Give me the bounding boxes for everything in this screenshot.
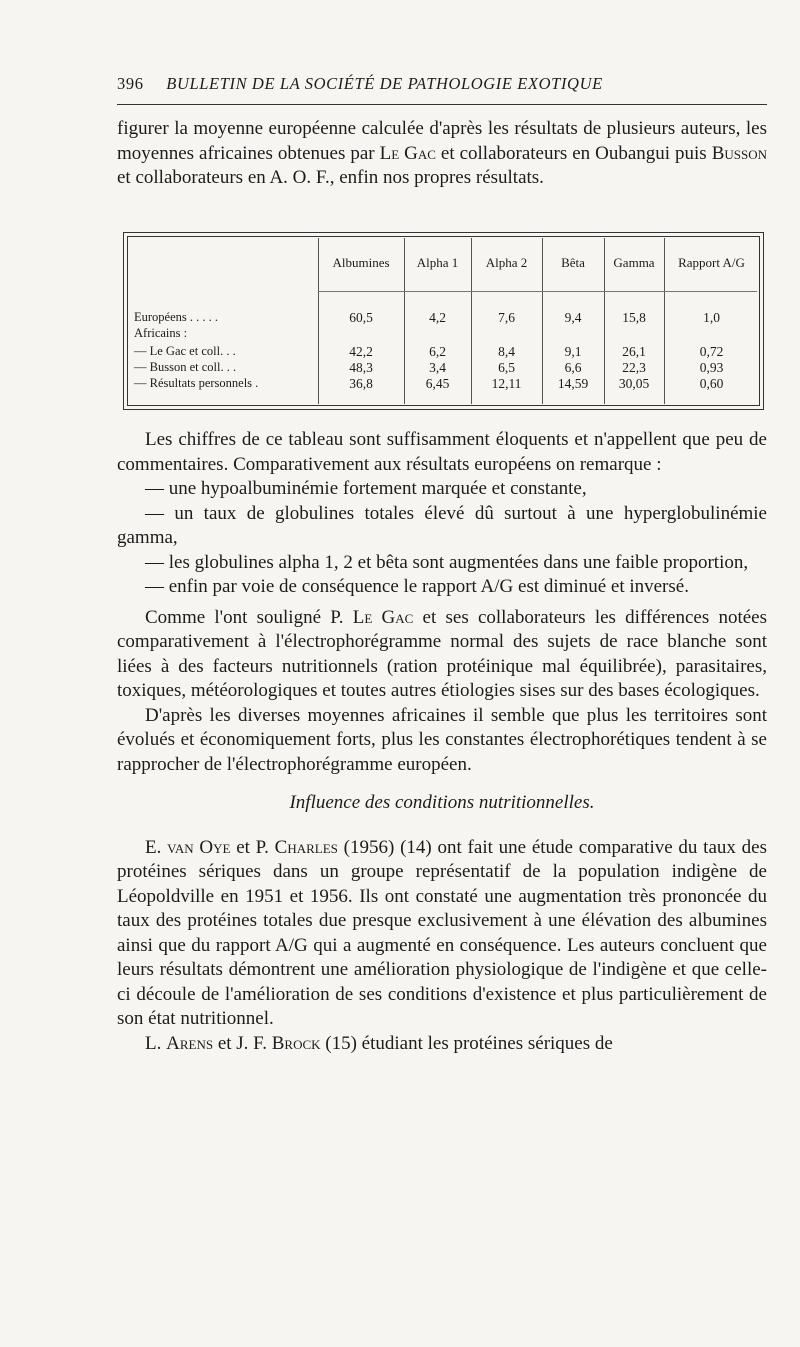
row-label-busson: — Busson et coll. . . [134, 360, 237, 374]
para4-text-a: E. [145, 836, 168, 858]
paragraph-van-oye [117, 836, 767, 1032]
col-header-albumines: Albumines [332, 255, 390, 270]
header-rule-line [318, 291, 757, 292]
table-cell: 12,11 [491, 376, 522, 391]
para5-text-b: et J. F. [213, 1032, 272, 1054]
table-cell: 30,05 [618, 376, 650, 391]
header-rule [117, 104, 767, 105]
intro-text-1: figurer la moyenne européenne calculée d'après les résultats de plusieurs auteurs, les moyennes africaines obtenues par [117, 118, 767, 164]
col-header-alpha1: Alpha 1 [416, 255, 459, 270]
table-cell: 6,5 [498, 360, 515, 375]
intro-paragraph [117, 117, 767, 191]
table-cell: 48,3 [349, 360, 373, 375]
table-cell: 15,8 [622, 310, 646, 325]
paragraph-le-gac [117, 606, 767, 704]
col-header-gamma: Gamma [613, 255, 655, 270]
table-cell: 0,60 [699, 376, 724, 391]
results-table [123, 232, 764, 410]
para5-text-c: (15) étudiant les protéines sériques de [320, 1032, 613, 1054]
table-cell: 42,2 [349, 344, 373, 359]
table-cell: 9,4 [564, 310, 582, 325]
journal-title: BULLETIN DE LA SOCIÉTÉ DE PATHOLOGIE EXOTIQUE [166, 74, 603, 93]
table-cell: 9,1 [564, 344, 582, 359]
para2-text-a: Comme l'ont souligné P. [145, 606, 353, 628]
row-label-le-gac: — Le Gac et coll. . . [134, 344, 236, 358]
row-label-africains: Africains : [134, 326, 188, 340]
body-text [117, 428, 767, 1056]
table-cell: 60,5 [349, 310, 373, 325]
table-cell: 4,2 [429, 310, 446, 325]
author-arens: Arens [166, 1032, 214, 1054]
intro-text-2: et collaborateurs en Oubangui puis [435, 142, 712, 164]
row-label-personnels: — Résultats personnels . [134, 376, 259, 390]
paragraph-moyennes: D'après les diverses moyennes africaines il semble que plus les territoires sont évolués et économiquement forts, plus les constantes électrophorétiques tendent à se rapprocher de l'électrophorégramme européen. [117, 704, 767, 775]
para5-text-a: L. [145, 1032, 167, 1054]
author-brock: Brock [271, 1032, 321, 1054]
author-le-gac-2: Le Gac [352, 606, 414, 628]
table-cell: 1,0 [703, 310, 720, 325]
paragraph-comments: Les chiffres de ce tableau sont suffisamment éloquents et n'appellent que peu de commentaires. Comparativement aux résultats européens on remarque : [117, 429, 767, 475]
table-cell: 0,72 [699, 344, 724, 359]
table-cell: 26,1 [622, 344, 646, 359]
author-le-gac: Le Gac [379, 142, 436, 164]
para4-text-b: et P. [230, 836, 275, 858]
table-cell: 0,93 [699, 360, 724, 375]
table-cell: 6,6 [564, 360, 582, 375]
table-cell: 6,2 [429, 344, 446, 359]
paragraph-arens [117, 1032, 767, 1057]
col-header-alpha2: Alpha 2 [485, 255, 528, 270]
intro-text-3: et collaborateurs en A. O. F., enfin nos propres résultats. [117, 167, 544, 188]
running-header [117, 74, 767, 94]
author-charles: Charles [274, 836, 338, 858]
table-cell: 14,59 [557, 376, 589, 391]
author-van-oye: van Oye [167, 836, 231, 858]
table-cell: 22,3 [622, 360, 646, 375]
list-item: — enfin par voie de conséquence le rapport A/G est diminué et inversé. [145, 576, 689, 597]
col-header-rapport: Rapport A/G [678, 255, 745, 270]
list-item: — une hypoalbuminémie fortement marquée et constante, [145, 478, 587, 499]
author-busson: Busson [711, 142, 767, 164]
para2-text-b: et ses collaborateurs les différences notées comparativement à l'électrophorégramme normal des sujets de race blanche sont liées à des facteurs nutritionnels (ration protéinique mal équilibrée), parasitaires, toxiques, météorologiques et toutes autres étiologies sises sur des bases écologiques. [117, 606, 767, 701]
table-cell: 3,4 [429, 360, 446, 375]
section-title: Influence des conditions nutritionnelles. [289, 792, 595, 813]
row-label-europeens: Européens . . . . . [134, 310, 219, 324]
list-item: — les globulines alpha 1, 2 et bêta sont augmentées dans une faible proportion, [145, 551, 749, 573]
list-item: — un taux de globulines totales élevé dû surtout à une hyperglobulinémie gamma, [117, 502, 767, 548]
table-cell: 6,45 [425, 376, 450, 391]
page-number: 396 [117, 74, 144, 93]
table-cell: 36,8 [349, 376, 373, 391]
table-cell: 7,6 [498, 310, 515, 325]
para4-text-c: (1956) (14) ont fait une étude comparative du taux des protéines sériques dans un groupe représentatif de la population indigène de Léopoldville en 1951 et 1956. Ils ont constaté une augmentation très prononcée du taux des protéines totales due presque exclusivement à une élévation des albumines ainsi que du rapport A/G qui a augmenté en conséquence. Les auteurs concluent que leurs résultats démontrent une amélioration physiologique de l'indigène et que celle-ci découle de l'amélioration de ses conditions d'existence et plus particulièrement de son état nutritionnel. [117, 836, 767, 1029]
table-cell: 8,4 [498, 344, 515, 359]
col-header-beta: Bêta [561, 255, 585, 270]
